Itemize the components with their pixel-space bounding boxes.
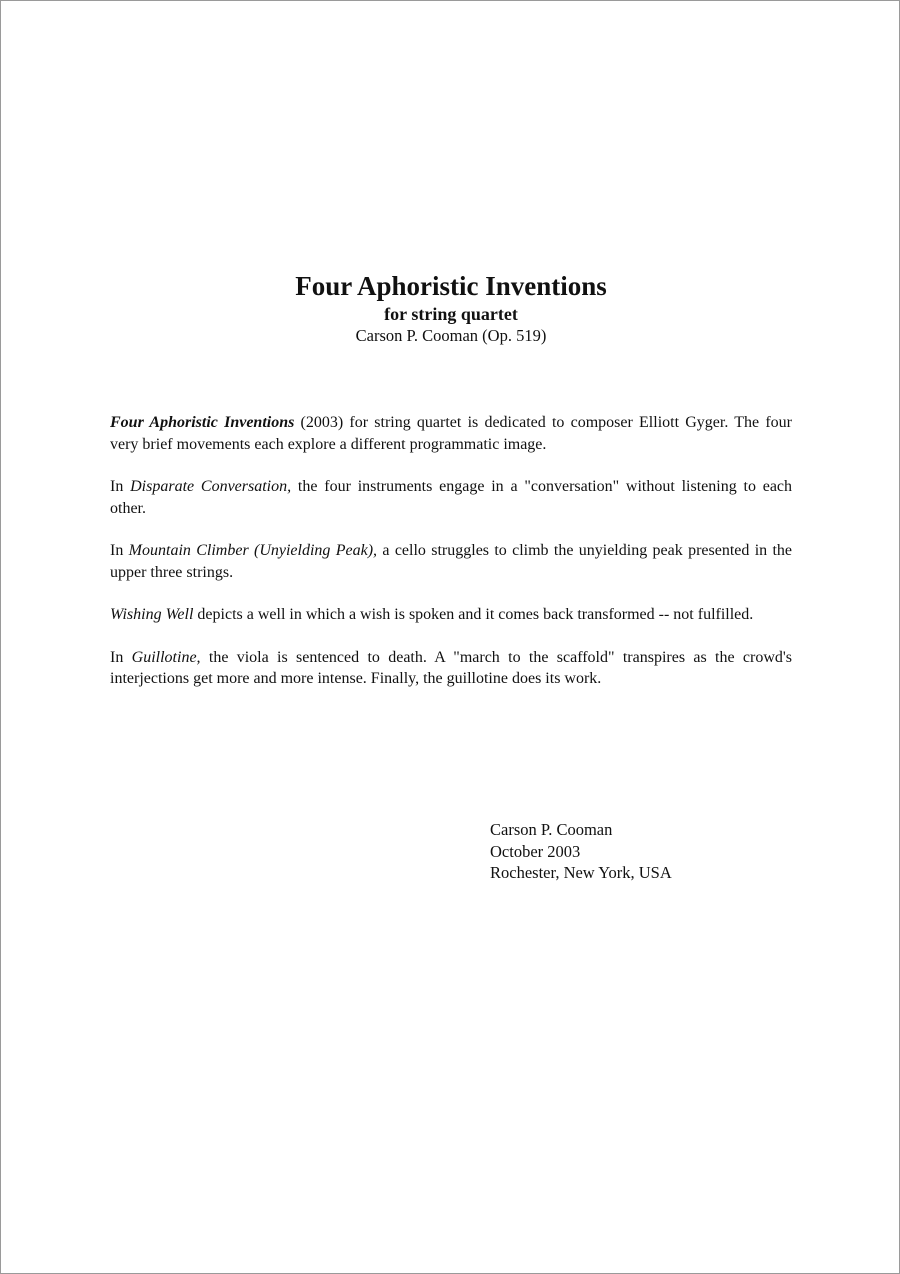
- paragraph-movement-1: [110, 476, 792, 519]
- movement-title: Wishing Well: [110, 606, 194, 623]
- paragraph-text: a cello struggles to climb the unyielding peak presented in the upper three strings.: [110, 542, 793, 581]
- paragraph-text: the viola is sentenced to death. A "march to the scaffold" transpires as the crowd's interjections get more and more intense. Finally, the guillotine does its work.: [110, 648, 792, 687]
- work-subtitle: for string quartet: [384, 304, 518, 324]
- signature-name: Carson P. Cooman: [490, 820, 613, 839]
- paragraph-movement-2: [110, 540, 792, 583]
- paragraph-lead: In: [110, 542, 129, 559]
- movement-title: Disparate Conversation,: [130, 478, 292, 495]
- composer-line: Carson P. Cooman (Op. 519): [355, 326, 547, 345]
- signature-block: [490, 819, 672, 884]
- paragraph-text: depicts a well in which a wish is spoken and it comes back transformed -- not fulfilled.: [193, 606, 754, 623]
- paragraph-movement-4: [110, 647, 792, 690]
- work-title-inline: Four Aphoristic Inventions: [110, 414, 295, 431]
- signature-date: October 2003: [490, 841, 581, 861]
- paragraph-lead: In: [110, 478, 131, 495]
- movement-title: Mountain Climber (Unyielding Peak),: [128, 542, 378, 559]
- paragraph-lead: In: [110, 648, 132, 666]
- title-block: [1, 269, 900, 347]
- paragraph-movement-3: [110, 604, 792, 626]
- paragraph-text: the four instruments engage in a "conversation" without listening to each other.: [110, 478, 793, 517]
- signature-place: Rochester, New York, USA: [490, 863, 672, 882]
- program-notes: [110, 412, 792, 711]
- paragraph-text: (2003) for string quartet is dedicated to composer Elliott Gyger. The four very brief movements each explore a different programmatic image.: [110, 414, 792, 453]
- work-title: Four Aphoristic Inventions: [295, 271, 607, 301]
- paragraph-intro: [110, 412, 792, 455]
- movement-title: Guillotine,: [131, 648, 201, 666]
